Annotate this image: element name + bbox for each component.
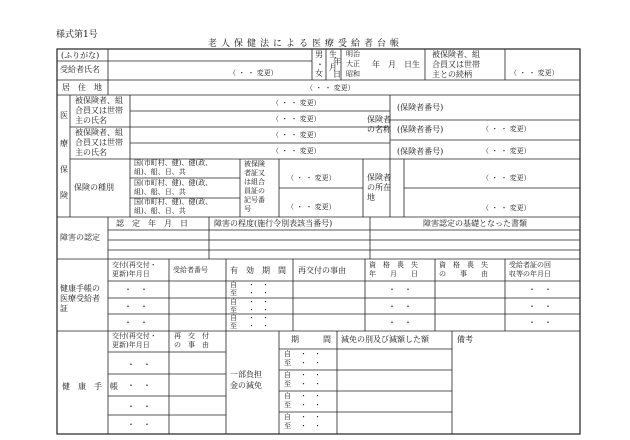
cert-symbol-change-1: （ ・ ・ 変更） xyxy=(287,174,336,182)
disability-col-degree: 障害の程度(施行令別表該当番号) xyxy=(214,219,333,228)
cert-col-reissue: 再交付の事由 xyxy=(298,266,346,275)
insured-head-2c: 主の氏名 xyxy=(75,148,107,157)
hb-col-reissue-2: の 事 由 xyxy=(174,341,209,349)
cert-col-validity: 有 効 期 間 xyxy=(230,266,286,275)
cert-dots-loss-1: ・ ・ xyxy=(388,285,412,294)
recipient-name-label: 受給者氏名 xyxy=(60,65,100,74)
side-label-3: 保 xyxy=(60,165,68,174)
insurer-number-1: (保険者番号) xyxy=(397,103,444,112)
form-number: 様式第1号 xyxy=(56,30,98,40)
cert-col-loss-date-1: 資 格 喪 失 xyxy=(369,261,418,269)
hb-to-1: 至 xyxy=(284,359,291,367)
side-label-2: 療 xyxy=(60,139,68,148)
disability-label: 障害の認定 xyxy=(60,233,100,242)
handbook-label: 健 康 手 帳 xyxy=(62,382,118,391)
cert-to-dots-2: ・ ・ xyxy=(248,306,269,314)
hb-col-issue-1: 交付(再交付・ xyxy=(112,332,157,340)
insurer-address-3: 地 xyxy=(367,193,375,202)
cert-symbol-1: 被保険 xyxy=(244,160,265,168)
hb-copay-2: 金の減免 xyxy=(230,381,262,390)
cert-dots-loss-3: ・ ・ xyxy=(388,318,412,327)
hb-to-2: 至 xyxy=(284,380,291,388)
hb-col-remarks: 備考 xyxy=(457,335,473,344)
cert-label-3: 証 xyxy=(60,304,68,313)
cert-dots-return-1: ・ ・ xyxy=(528,285,552,294)
cert-col-number: 受給者番号 xyxy=(173,266,208,274)
insurer-name-label-2: の名称 xyxy=(367,125,391,134)
hb-to-4: 至 xyxy=(284,422,291,430)
cert-dots-loss-2: ・ ・ xyxy=(388,302,412,311)
cert-from-1: 自 xyxy=(230,281,237,289)
sex-male: 男 xyxy=(315,50,323,59)
era-showa: 昭和 xyxy=(346,70,360,78)
cert-to-dots-3: ・ ・ xyxy=(248,322,269,330)
insurer-number-3: (保険者番号) xyxy=(397,147,444,156)
insurer-address-2: の所在 xyxy=(367,183,391,192)
type-option-1b: 組)、船、日、共 xyxy=(134,168,186,176)
cert-label-2: 医療受給者 xyxy=(60,294,100,303)
hb-to-dots-3: ・ ・ xyxy=(300,401,321,409)
insurer-number-2: (保険者番号) xyxy=(397,125,444,134)
birth-char-4: 日 xyxy=(333,70,341,79)
cert-symbol-6: 号 xyxy=(244,205,251,213)
hb-from-2: 自 xyxy=(284,371,291,379)
cert-to-2: 至 xyxy=(230,306,237,314)
insurer-address-change-1: （ ・ ・ 変更） xyxy=(482,174,531,182)
cert-from-dots-2: ・ ・ xyxy=(248,298,269,306)
cert-col-return-1: 受給者証の回 xyxy=(509,261,551,269)
cert-symbol-change-2: （ ・ ・ 変更） xyxy=(287,203,336,211)
furigana-label: (ふりがな) xyxy=(61,51,100,60)
cert-col-issue-2: 更新)年月日 xyxy=(112,270,150,278)
side-label-4: 険 xyxy=(60,191,68,200)
sex-dot: ・ xyxy=(316,60,324,69)
cert-from-3: 自 xyxy=(230,314,237,322)
cert-symbol-3: は組合 xyxy=(244,178,265,186)
hb-copay-1: 一部負担 xyxy=(230,370,262,379)
relation-change-note: （ ・ ・ 変更） xyxy=(510,69,559,77)
birth-char-3: 月 xyxy=(329,63,337,72)
page-title: 老人保健法による医療受給者台帳 xyxy=(208,39,404,49)
relation-label-1: 被保険者、組 xyxy=(432,50,480,59)
insurance-type-label: 保険の種別 xyxy=(74,183,114,192)
sex-female: 女 xyxy=(315,69,323,78)
birth-char-1: 生 xyxy=(329,50,337,59)
insurer-number-change-3: （ ・ ・ 変更） xyxy=(482,147,531,155)
hb-from-dots-2: ・ ・ xyxy=(300,371,321,379)
hb-to-dots-1: ・ ・ xyxy=(300,359,321,367)
cert-from-dots-1: ・ ・ xyxy=(248,281,269,289)
cert-symbol-2: 者証又 xyxy=(244,169,265,177)
name-change-note: （ ・ ・ 変更） xyxy=(229,69,278,77)
cert-dots-issue-2: ・ ・ xyxy=(124,302,148,311)
hb-from-3: 自 xyxy=(284,392,291,400)
birth-char-2: 年 xyxy=(333,57,341,66)
cert-from-2: 自 xyxy=(230,298,237,306)
type-option-3a: 国(市町村、健)、健(政、 xyxy=(134,198,213,206)
relation-label-3: 主との続柄 xyxy=(432,70,472,79)
insured-change-3: （ ・ ・ 変更） xyxy=(272,131,321,139)
cert-symbol-4: 員証の xyxy=(244,187,265,195)
hb-from-dots-4: ・ ・ xyxy=(300,413,321,421)
hb-dots-2: ・ ・ xyxy=(127,381,151,390)
insured-head-1c: 主の氏名 xyxy=(75,116,107,125)
side-label-1: 医 xyxy=(60,111,68,120)
disability-col-date: 認 定 年 月 日 xyxy=(116,219,188,228)
hb-from-dots-3: ・ ・ xyxy=(300,392,321,400)
insured-change-2: （ ・ ・ 変更） xyxy=(272,115,321,123)
residence-label: 居 住 地 xyxy=(62,83,102,92)
type-option-2b: 組)、船、日、共 xyxy=(134,188,186,196)
insurer-name-label-1: 保険者 xyxy=(367,115,391,124)
hb-to-3: 至 xyxy=(284,401,291,409)
hb-dots-4: ・ ・ xyxy=(127,420,151,429)
disability-col-docs: 障害認定の基礎となった書類 xyxy=(423,219,527,228)
hb-dots-1: ・ ・ xyxy=(127,360,151,369)
type-option-1a: 国(市町村、健)、健(政、 xyxy=(134,159,213,167)
hb-to-dots-2: ・ ・ xyxy=(300,380,321,388)
cert-col-loss-reason-2: の 事 由 xyxy=(439,270,488,278)
hb-col-issue-2: 更新)年月日 xyxy=(112,341,150,349)
insured-head-1a: 被保険者、組 xyxy=(75,96,123,105)
insured-head-2b: 合員又は世帯 xyxy=(75,138,123,147)
insurer-address-1: 保険者 xyxy=(367,173,391,182)
hb-from-4: 自 xyxy=(284,413,291,421)
cert-col-issue-1: 交付(再交付・ xyxy=(112,261,157,269)
cert-to-1: 至 xyxy=(230,289,237,297)
hb-from-dots-1: ・ ・ xyxy=(300,350,321,358)
hb-col-reissue-1: 再 交 付 xyxy=(174,332,209,340)
hb-dots-3: ・ ・ xyxy=(127,402,151,411)
cert-from-dots-3: ・ ・ xyxy=(248,314,269,322)
cert-col-loss-reason-1: 資 格 喪 失 xyxy=(439,261,488,269)
hb-from-1: 自 xyxy=(284,350,291,358)
relation-label-2: 合員又は世帯 xyxy=(432,60,480,69)
cert-dots-return-2: ・ ・ xyxy=(528,302,552,311)
insured-change-1: （ ・ ・ 変更） xyxy=(272,99,321,107)
cert-col-loss-date-2: 年 月 日 xyxy=(369,270,418,278)
cert-dots-issue-1: ・ ・ xyxy=(124,285,148,294)
cert-dots-return-3: ・ ・ xyxy=(528,318,552,327)
type-option-3b: 組)、船、日、共 xyxy=(134,207,186,215)
cert-symbol-5: 記号番 xyxy=(244,196,265,204)
insured-head-2a: 被保険者、組 xyxy=(75,128,123,137)
cert-col-return-2: 収等の年月日 xyxy=(509,270,551,278)
insurer-address-change-2: （ ・ ・ 変更） xyxy=(482,204,531,212)
residence-change-note: （ ・ ・ 変更） xyxy=(306,84,355,92)
insured-change-4: （ ・ ・ 変更） xyxy=(272,147,321,155)
hb-col-period: 期 間 xyxy=(291,335,331,344)
birth-date-fields: 年 月 日生 xyxy=(372,60,420,69)
era-meiji: 明治 xyxy=(346,50,360,58)
hb-to-dots-4: ・ ・ xyxy=(300,422,321,430)
cert-to-dots-1: ・ ・ xyxy=(248,289,269,297)
insured-head-1b: 合員又は世帯 xyxy=(75,106,123,115)
era-taisho: 大正 xyxy=(346,60,360,68)
hb-col-reduction: 減免の別及び減額した額 xyxy=(341,335,429,344)
insurer-number-change-2: （ ・ ・ 変更） xyxy=(482,125,531,133)
type-option-2a: 国(市町村、健)、健(政、 xyxy=(134,179,213,187)
cert-to-3: 至 xyxy=(230,322,237,330)
cert-label-1: 健康手帳の xyxy=(60,284,100,293)
cert-dots-issue-3: ・ ・ xyxy=(124,318,148,327)
